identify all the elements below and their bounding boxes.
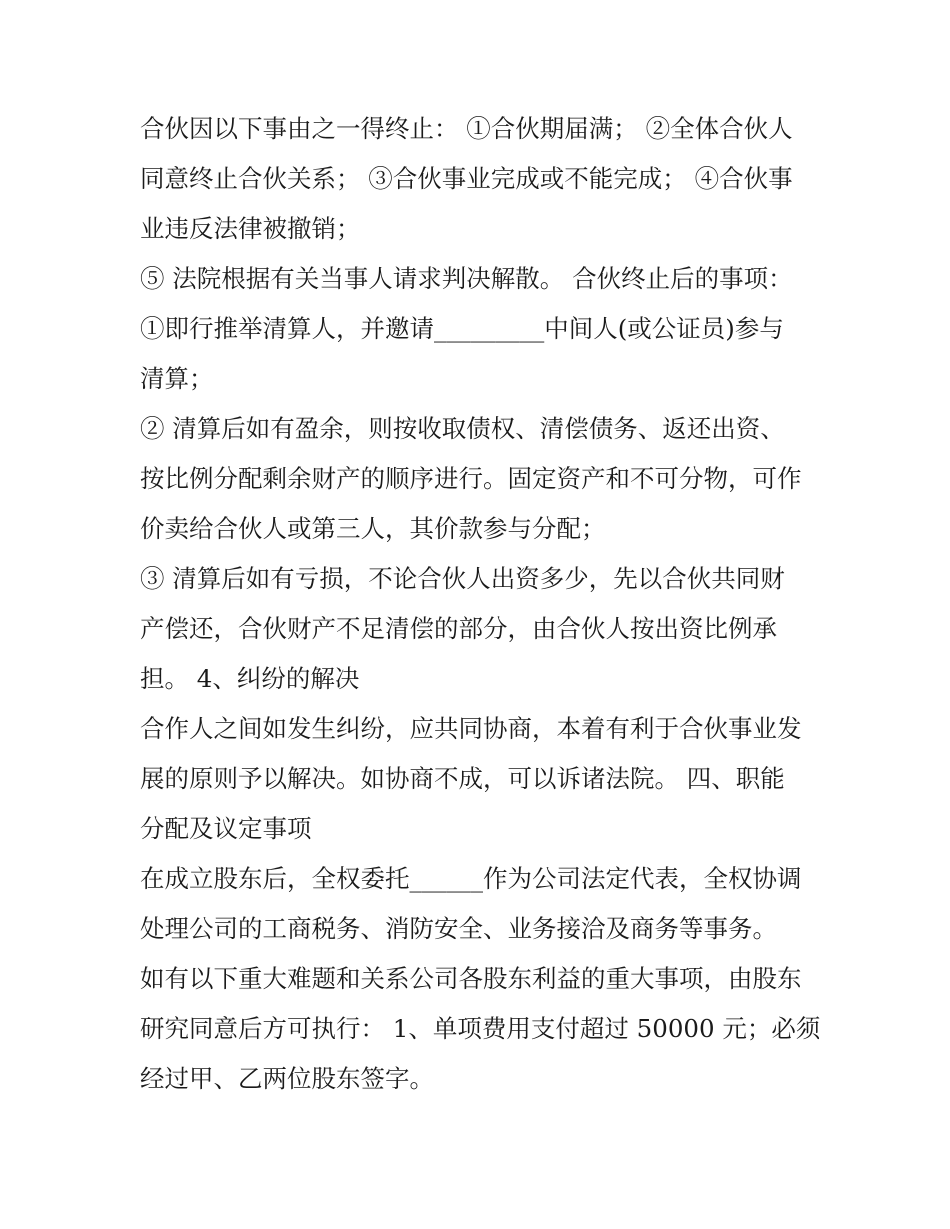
- text-line: 担。 4、纠纷的解决: [140, 664, 360, 693]
- text-line: 研究同意后方可执行： 1、单项费用支付超过 50000 元；必须: [140, 1014, 821, 1043]
- text-line: 产偿还，合伙财产不足清偿的部分，由合伙人按出资比例承: [140, 614, 777, 643]
- text-line: 经过甲、乙两位股东签字。: [140, 1064, 434, 1093]
- text-line: ② 清算后如有盈余，则按收取债权、清偿债务、返还出资、: [140, 414, 785, 443]
- text-line: 按比例分配剩余财产的顺序进行。固定资产和不可分物，可作: [140, 464, 802, 493]
- text-line: 清算；: [140, 364, 214, 393]
- document-body: [140, 104, 820, 1104]
- text-line: 同意终止合伙关系； ③合伙事业完成或不能完成； ④合伙事: [140, 164, 793, 193]
- text-line: ①即行推举清算人，并邀请_________中间人(或公证员)参与: [140, 314, 784, 343]
- text-line: ③ 清算后如有亏损，不论合伙人出资多少，先以合伙共同财: [140, 564, 785, 593]
- text-line: 价卖给合伙人或第三人，其价款参与分配；: [140, 514, 606, 543]
- text-line: 分配及议定事项: [140, 814, 312, 843]
- text-line: 合伙因以下事由之一得终止： ①合伙期届满； ②全体合伙人: [140, 114, 793, 143]
- text-line: 如有以下重大难题和关系公司各股东利益的重大事项，由股东: [140, 964, 802, 993]
- text-line: ⑤ 法院根据有关当事人请求判决解散。 合伙终止后的事项：: [140, 264, 793, 293]
- text-line: 合作人之间如发生纠纷，应共同协商，本着有利于合伙事业发: [140, 714, 802, 743]
- text-line: 展的原则予以解决。如协商不成，可以诉诸法院。 四、职能: [140, 764, 785, 793]
- text-line: 处理公司的工商税务、消防安全、业务接洽及商务等事务。: [140, 914, 777, 943]
- text-line: 在成立股东后，全权委托______作为公司法定代表，全权协调: [140, 864, 802, 893]
- text-line: 业违反法律被撤销；: [140, 214, 361, 243]
